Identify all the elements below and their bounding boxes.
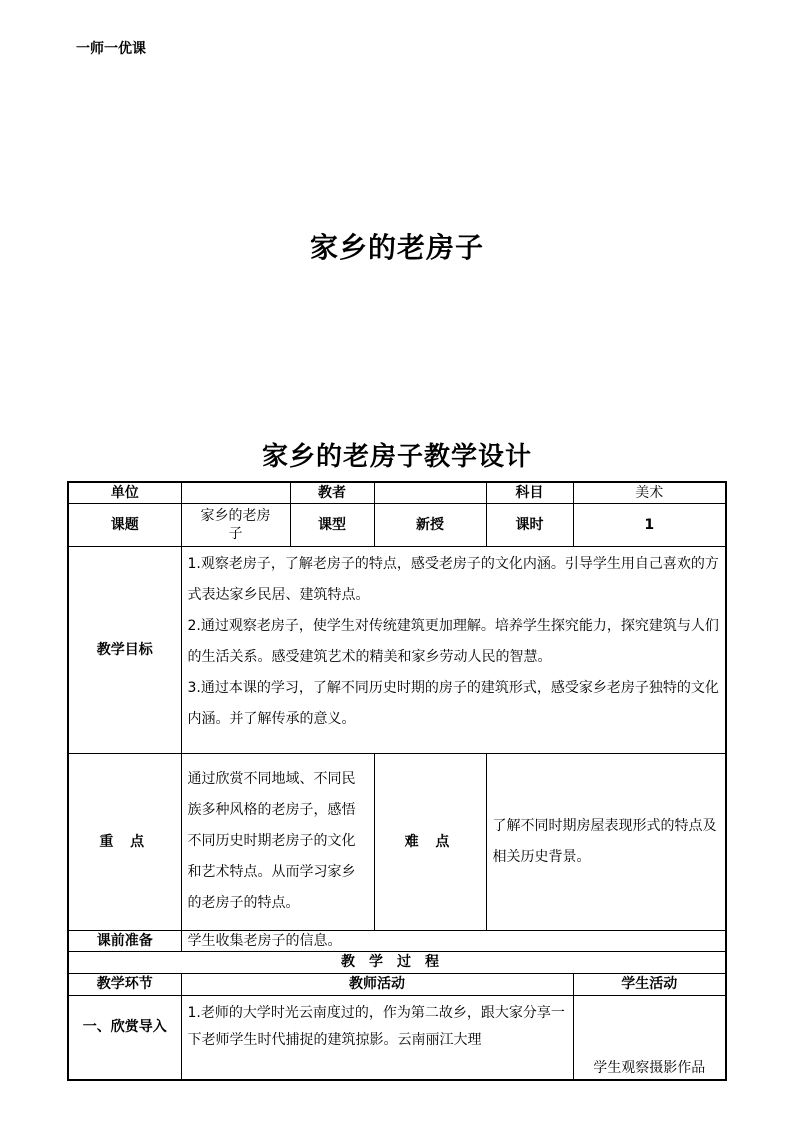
process-title: 教学过程 [68, 951, 726, 973]
info-row-1 [68, 482, 726, 503]
topic-value: 家乡的老房子 [181, 503, 290, 546]
process-title-row [68, 951, 726, 973]
goals-label: 教学目标 [68, 546, 181, 753]
focus-row [68, 753, 726, 930]
key-point-text: 通过欣赏不同地域、不同民族多种风格的老房子，感悟不同历史时期老房子的文化和艺术特点。从而学习家乡的老房子的特点。 [181, 753, 374, 930]
col-stage-header: 教学环节 [68, 973, 181, 995]
brand-header: 一师一优课 [76, 41, 146, 57]
table-title: 家乡的老房子教学设计 [261, 442, 532, 472]
col-teacher-header: 教师活动 [181, 973, 573, 995]
info-row-2 [68, 503, 726, 546]
prep-text: 学生收集老房子的信息。 [181, 930, 726, 951]
subject-label: 科目 [486, 482, 573, 503]
subject-value: 美术 [573, 482, 726, 503]
teacher-activity-cell: 1.老师的大学时光云南度过的，作为第二故乡，跟大家分享一下老师学生时代捕捉的建筑掠影。云南丽江大理 [181, 995, 573, 1080]
teacher-label: 教者 [290, 482, 374, 503]
hours-value: 1 [573, 503, 726, 546]
teacher-value [374, 482, 486, 503]
unit-value [181, 482, 290, 503]
type-value: 新授 [374, 503, 486, 546]
prep-row [68, 930, 726, 951]
goal-item: 2.通过观察老房子，使学生对传统建筑更加理解。培养学生探究能力，探究建筑与人们的生活关系。感受建筑艺术的精美和家乡劳动人民的智慧。 [187, 617, 719, 665]
process-header-row [68, 973, 726, 995]
goals-row [68, 546, 726, 753]
key-point-label: 重 点 [68, 753, 181, 930]
goal-item: 3.通过本课的学习，了解不同历史时期的房子的建筑形式，感受家乡老房子独特的文化内涵。并了解传承的意义。 [187, 679, 719, 727]
student-activity-cell: 学生观察摄影作品 [573, 995, 726, 1080]
goal-item: 1.观察老房子，了解老房子的特点，感受老房子的文化内涵。引导学生用自己喜欢的方式表达家乡民居、建筑特点。 [187, 555, 719, 603]
lesson-plan-table [67, 481, 727, 1081]
goals-content [181, 546, 726, 753]
stage-cell: 一、欣赏导入 [68, 995, 181, 1080]
hours-label: 课时 [486, 503, 573, 546]
unit-label: 单位 [68, 482, 181, 503]
difficulty-label: 难 点 [374, 753, 486, 930]
process-row [68, 995, 726, 1080]
type-label: 课型 [290, 503, 374, 546]
difficulty-text: 了解不同时期房屋表现形式的特点及相关历史背景。 [486, 753, 726, 930]
col-student-header: 学生活动 [573, 973, 726, 995]
topic-label: 课题 [68, 503, 181, 546]
prep-label: 课前准备 [68, 930, 181, 951]
page-title: 家乡的老房子 [309, 231, 484, 264]
